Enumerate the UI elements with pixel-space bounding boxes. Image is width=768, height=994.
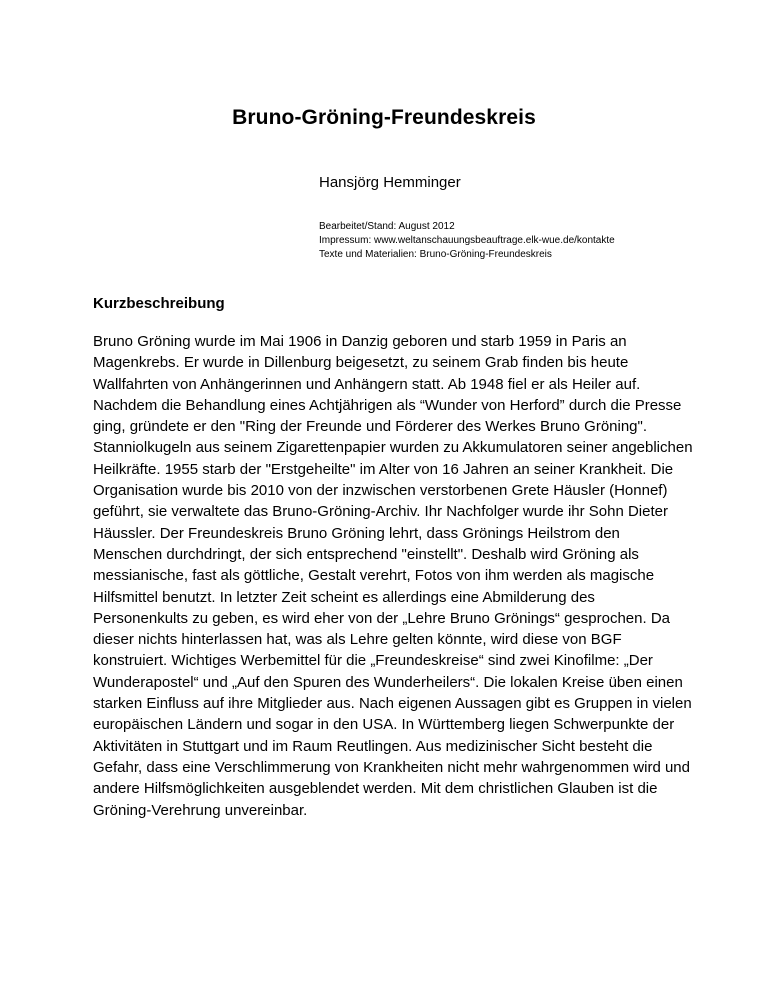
section-heading: Kurzbeschreibung [93, 295, 225, 312]
meta-edited: Bearbeitet/Stand: August 2012 [319, 221, 455, 232]
document-title: Bruno-Gröning-Freundeskreis [232, 106, 536, 129]
section-body: Bruno Gröning wurde im Mai 1906 in Danzig geboren und starb 1959 in Paris an Magenkrebs. Er wurde in Dillenburg beigesetzt, zu seinem Grab finden bis heute Wallfahrten von Anhängerinnen und Anhängern statt. Ab 1948 fiel er als Heiler auf. Nachdem die Behandlung eines Achtjährigen als “Wunder von Herford” durch die Presse ging, gründete er den "Ring der Freunde und Förderer des Werkes Bruno Gröning". Stanniolkugeln aus seinem Zigarettenpapier wurden zu Akkumulatoren seiner angeblichen Heilkräfte. 1955 starb der "Erstgeheilte" im Alter von 16 Jahren an seiner Krankheit. Die Organisation wurde bis 2010 von der inzwischen verstorbenen Grete Häusler (Honnef) geführt, sie verwaltete das Bruno-Gröning-Archiv. Ihr Nachfolger wurde ihr Sohn Dieter Häussler. Der Freundeskreis Bruno Gröning lehrt, dass Grönings Heilstrom den Menschen durchdringt, der sich entsprechend "einstellt". Deshalb wird Gröning als messianische, fast als göttliche, Gestalt verehrt, Fotos von ihm werden als magische Hilfsmittel benutzt. In letzter Zeit scheint es allerdings eine Abmilderung des Personenkults zu geben, es wird eher von der „Lehre Bruno Grönings“ gesprochen. Da dieser nichts hinterlassen hat, was als Lehre gelten könnte, wird diese von BGF konstruiert. Wichtiges Werbemittel für die „Freundeskreise“ sind zwei Kinofilme: „Der Wunderapostel“ und „Auf den Spuren des Wunderheilers“. Die lokalen Kreise üben einen starken Einfluss auf ihre Mitglieder aus. Nach eigenen Aussagen gibt es Gruppen in vielen europäischen Ländern und sogar in den USA. In Württemberg liegen Schwerpunkte der Aktivitäten in Stuttgart und im Raum Reutlingen. Aus medizinischer Sicht besteht die Gefahr, dass eine Verschlimmerung von Krankheiten nicht mehr wahrgenommen wird und andere Hilfsmöglichkeiten ausgeblendet werden. Mit dem christlichen Glauben ist die Gröning-Verehrung unvereinbar. [93, 333, 693, 819]
document-meta [319, 220, 615, 262]
document-author: Hansjörg Hemminger [319, 174, 461, 191]
meta-imprint: Impressum: www.weltanschauungsbeauftrage.elk-wue.de/kontakte [319, 235, 615, 246]
meta-materials: Texte und Materialien: Bruno-Gröning-Freundeskreis [319, 249, 552, 260]
